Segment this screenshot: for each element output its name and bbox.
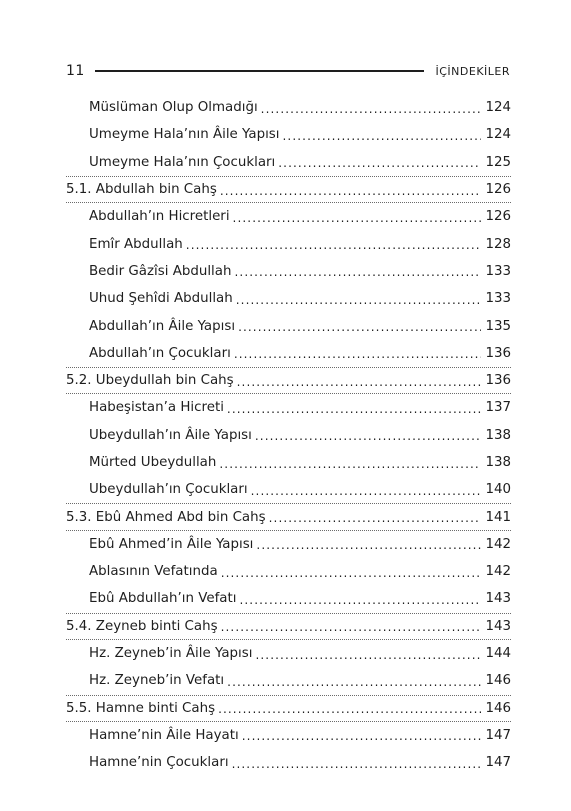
toc-entry <box>66 149 511 176</box>
toc-subsection-row <box>66 94 511 121</box>
toc-entry <box>66 121 511 148</box>
toc-entry <box>66 176 511 203</box>
dot-leader <box>251 485 482 497</box>
page-header <box>66 62 510 80</box>
dot-leader <box>255 430 482 442</box>
toc-entry-title: Bedir Gâzîsi Abdullah <box>89 263 232 279</box>
toc-entry-page: 133 <box>485 263 511 279</box>
dot-leader <box>221 567 482 579</box>
toc-entry <box>66 422 511 449</box>
dot-leader <box>283 130 482 142</box>
toc-entry <box>66 531 511 558</box>
toc-entry <box>66 285 511 312</box>
toc-entry-page: 136 <box>485 373 511 389</box>
toc-entry-page: 126 <box>485 182 511 198</box>
toc-entry-title: 5.4. Zeyneb binti Cahş <box>66 618 218 634</box>
toc-entry <box>66 667 511 694</box>
toc-entry <box>66 476 511 503</box>
toc-entry-page: 138 <box>485 455 511 470</box>
toc-section-row <box>66 367 511 394</box>
toc-entry <box>66 94 511 121</box>
toc-entry-title: Ebû Ahmed’in Âile Yapısı <box>89 536 254 552</box>
toc-entry-title: Habeşistan’a Hicreti <box>89 400 224 416</box>
dot-leader <box>218 703 481 715</box>
toc-entry <box>66 258 511 285</box>
toc-subsection-row <box>66 558 511 585</box>
section-separator <box>66 367 511 368</box>
toc-entry-page: 146 <box>485 700 511 716</box>
toc-subsection-row <box>66 640 511 667</box>
dot-leader <box>236 294 482 306</box>
toc-entry <box>66 340 511 367</box>
dot-leader <box>227 403 482 415</box>
toc-subsection-row <box>66 312 511 339</box>
section-separator <box>66 695 511 696</box>
toc-entry-page: 143 <box>485 618 511 634</box>
dot-leader <box>220 185 482 197</box>
toc-subsection-row <box>66 203 511 230</box>
dot-leader <box>261 103 482 115</box>
toc-entry-title: Hamne’nin Çocukları <box>89 755 229 771</box>
toc-entry <box>66 613 511 640</box>
toc-entry-title: Ubeydullah’ın Âile Yapısı <box>89 427 252 443</box>
toc-subsection-row <box>66 149 511 176</box>
running-title: İÇİNDEKİLER <box>435 64 510 78</box>
toc-entry <box>66 722 511 749</box>
toc-subsection-row <box>66 285 511 312</box>
toc-subsection-row <box>66 749 511 776</box>
toc-entry-page: 144 <box>485 646 511 662</box>
toc-entry-page: 128 <box>485 236 511 252</box>
table-of-contents <box>66 94 511 776</box>
toc-entry <box>66 695 511 722</box>
toc-entry-title: 5.3. Ebû Ahmed Abd bin Cahş <box>66 509 266 525</box>
toc-entry <box>66 503 511 530</box>
toc-entry-page: 137 <box>485 400 511 416</box>
toc-entry-page: 135 <box>485 318 511 334</box>
toc-subsection-row <box>66 449 511 476</box>
toc-entry-title: Uhud Şehîdi Abdullah <box>89 291 233 307</box>
toc-entry-page: 124 <box>485 100 511 116</box>
toc-subsection-row <box>66 422 511 449</box>
toc-entry-page: 140 <box>485 482 511 498</box>
dot-leader <box>255 649 481 661</box>
dot-leader <box>221 621 482 633</box>
toc-entry <box>66 449 511 476</box>
page-number: 11 <box>66 63 85 79</box>
toc-entry-title: Mürted Ubeydullah <box>89 455 217 470</box>
dot-leader <box>234 348 482 360</box>
toc-entry-page: 146 <box>485 673 511 689</box>
toc-entry <box>66 312 511 339</box>
toc-entry-title: 5.1. Abdullah bin Cahş <box>66 182 217 198</box>
dot-leader <box>239 594 481 606</box>
toc-entry-page: 141 <box>485 509 511 525</box>
section-separator <box>66 176 511 177</box>
toc-subsection-row <box>66 394 511 421</box>
dot-leader <box>269 512 482 524</box>
toc-entry-page: 125 <box>485 154 511 170</box>
toc-subsection-row <box>66 121 511 148</box>
toc-entry <box>66 394 511 421</box>
toc-subsection-row <box>66 476 511 503</box>
toc-section-row <box>66 613 511 640</box>
toc-entry <box>66 558 511 585</box>
toc-entry-page: 133 <box>485 291 511 307</box>
toc-entry-title: Ubeydullah’ın Çocukları <box>89 482 248 498</box>
header-rule <box>95 70 424 72</box>
toc-subsection-row <box>66 667 511 694</box>
toc-entry-title: Emîr Abdullah <box>89 236 183 252</box>
toc-entry-title: Abdullah’ın Çocukları <box>89 345 231 361</box>
toc-entry <box>66 585 511 612</box>
toc-entry <box>66 230 511 257</box>
toc-entry-title: 5.5. Hamne binti Cahş <box>66 700 216 716</box>
toc-entry-title: Hamne’nin Âile Hayatı <box>89 727 239 743</box>
dot-leader <box>234 266 481 278</box>
toc-entry-page: 126 <box>485 209 511 225</box>
toc-entry <box>66 203 511 230</box>
toc-subsection-row <box>66 258 511 285</box>
toc-entry-title: Ablasının Vefatında <box>89 564 218 580</box>
toc-entry-page: 138 <box>485 427 511 443</box>
dot-leader <box>219 458 481 470</box>
toc-section-row <box>66 503 511 530</box>
toc-entry-page: 143 <box>485 591 511 607</box>
toc-subsection-row <box>66 585 511 612</box>
toc-entry-title: Ebû Abdullah’ın Vefatı <box>89 591 237 607</box>
section-separator <box>66 613 511 614</box>
toc-entry-title: Umeyme Hala’nın Âile Yapısı <box>89 127 280 143</box>
toc-entry-title: Müslüman Olup Olmadığı <box>89 100 258 116</box>
toc-entry-title: 5.2. Ubeydullah bin Cahş <box>66 373 234 389</box>
dot-leader <box>233 212 482 224</box>
toc-entry-title: Hz. Zeyneb’in Vefatı <box>89 673 225 689</box>
dot-leader <box>227 676 481 688</box>
toc-entry-title: Abdullah’ın Hicretleri <box>89 209 230 225</box>
dot-leader <box>238 321 481 333</box>
toc-subsection-row <box>66 230 511 257</box>
dot-leader <box>256 539 481 551</box>
toc-subsection-row <box>66 722 511 749</box>
toc-subsection-row <box>66 531 511 558</box>
dot-leader <box>232 758 482 770</box>
dot-leader <box>242 730 482 742</box>
dot-leader <box>237 376 482 388</box>
dot-leader <box>186 239 482 251</box>
toc-entry-title: Hz. Zeyneb’in Âile Yapısı <box>89 646 253 662</box>
toc-section-row <box>66 695 511 722</box>
toc-entry-page: 147 <box>485 755 511 771</box>
toc-entry-page: 142 <box>485 564 511 580</box>
section-separator <box>66 503 511 504</box>
dot-leader <box>278 157 481 169</box>
toc-section-row <box>66 176 511 203</box>
toc-entry <box>66 367 511 394</box>
toc-subsection-row <box>66 340 511 367</box>
toc-entry <box>66 640 511 667</box>
toc-entry-page: 142 <box>485 536 511 552</box>
toc-entry-title: Abdullah’ın Âile Yapısı <box>89 318 236 334</box>
toc-entry-title: Umeyme Hala’nın Çocukları <box>89 154 276 170</box>
toc-entry-page: 136 <box>485 345 511 361</box>
toc-entry-page: 124 <box>485 127 511 143</box>
toc-entry-page: 147 <box>485 727 511 743</box>
toc-entry <box>66 749 511 776</box>
